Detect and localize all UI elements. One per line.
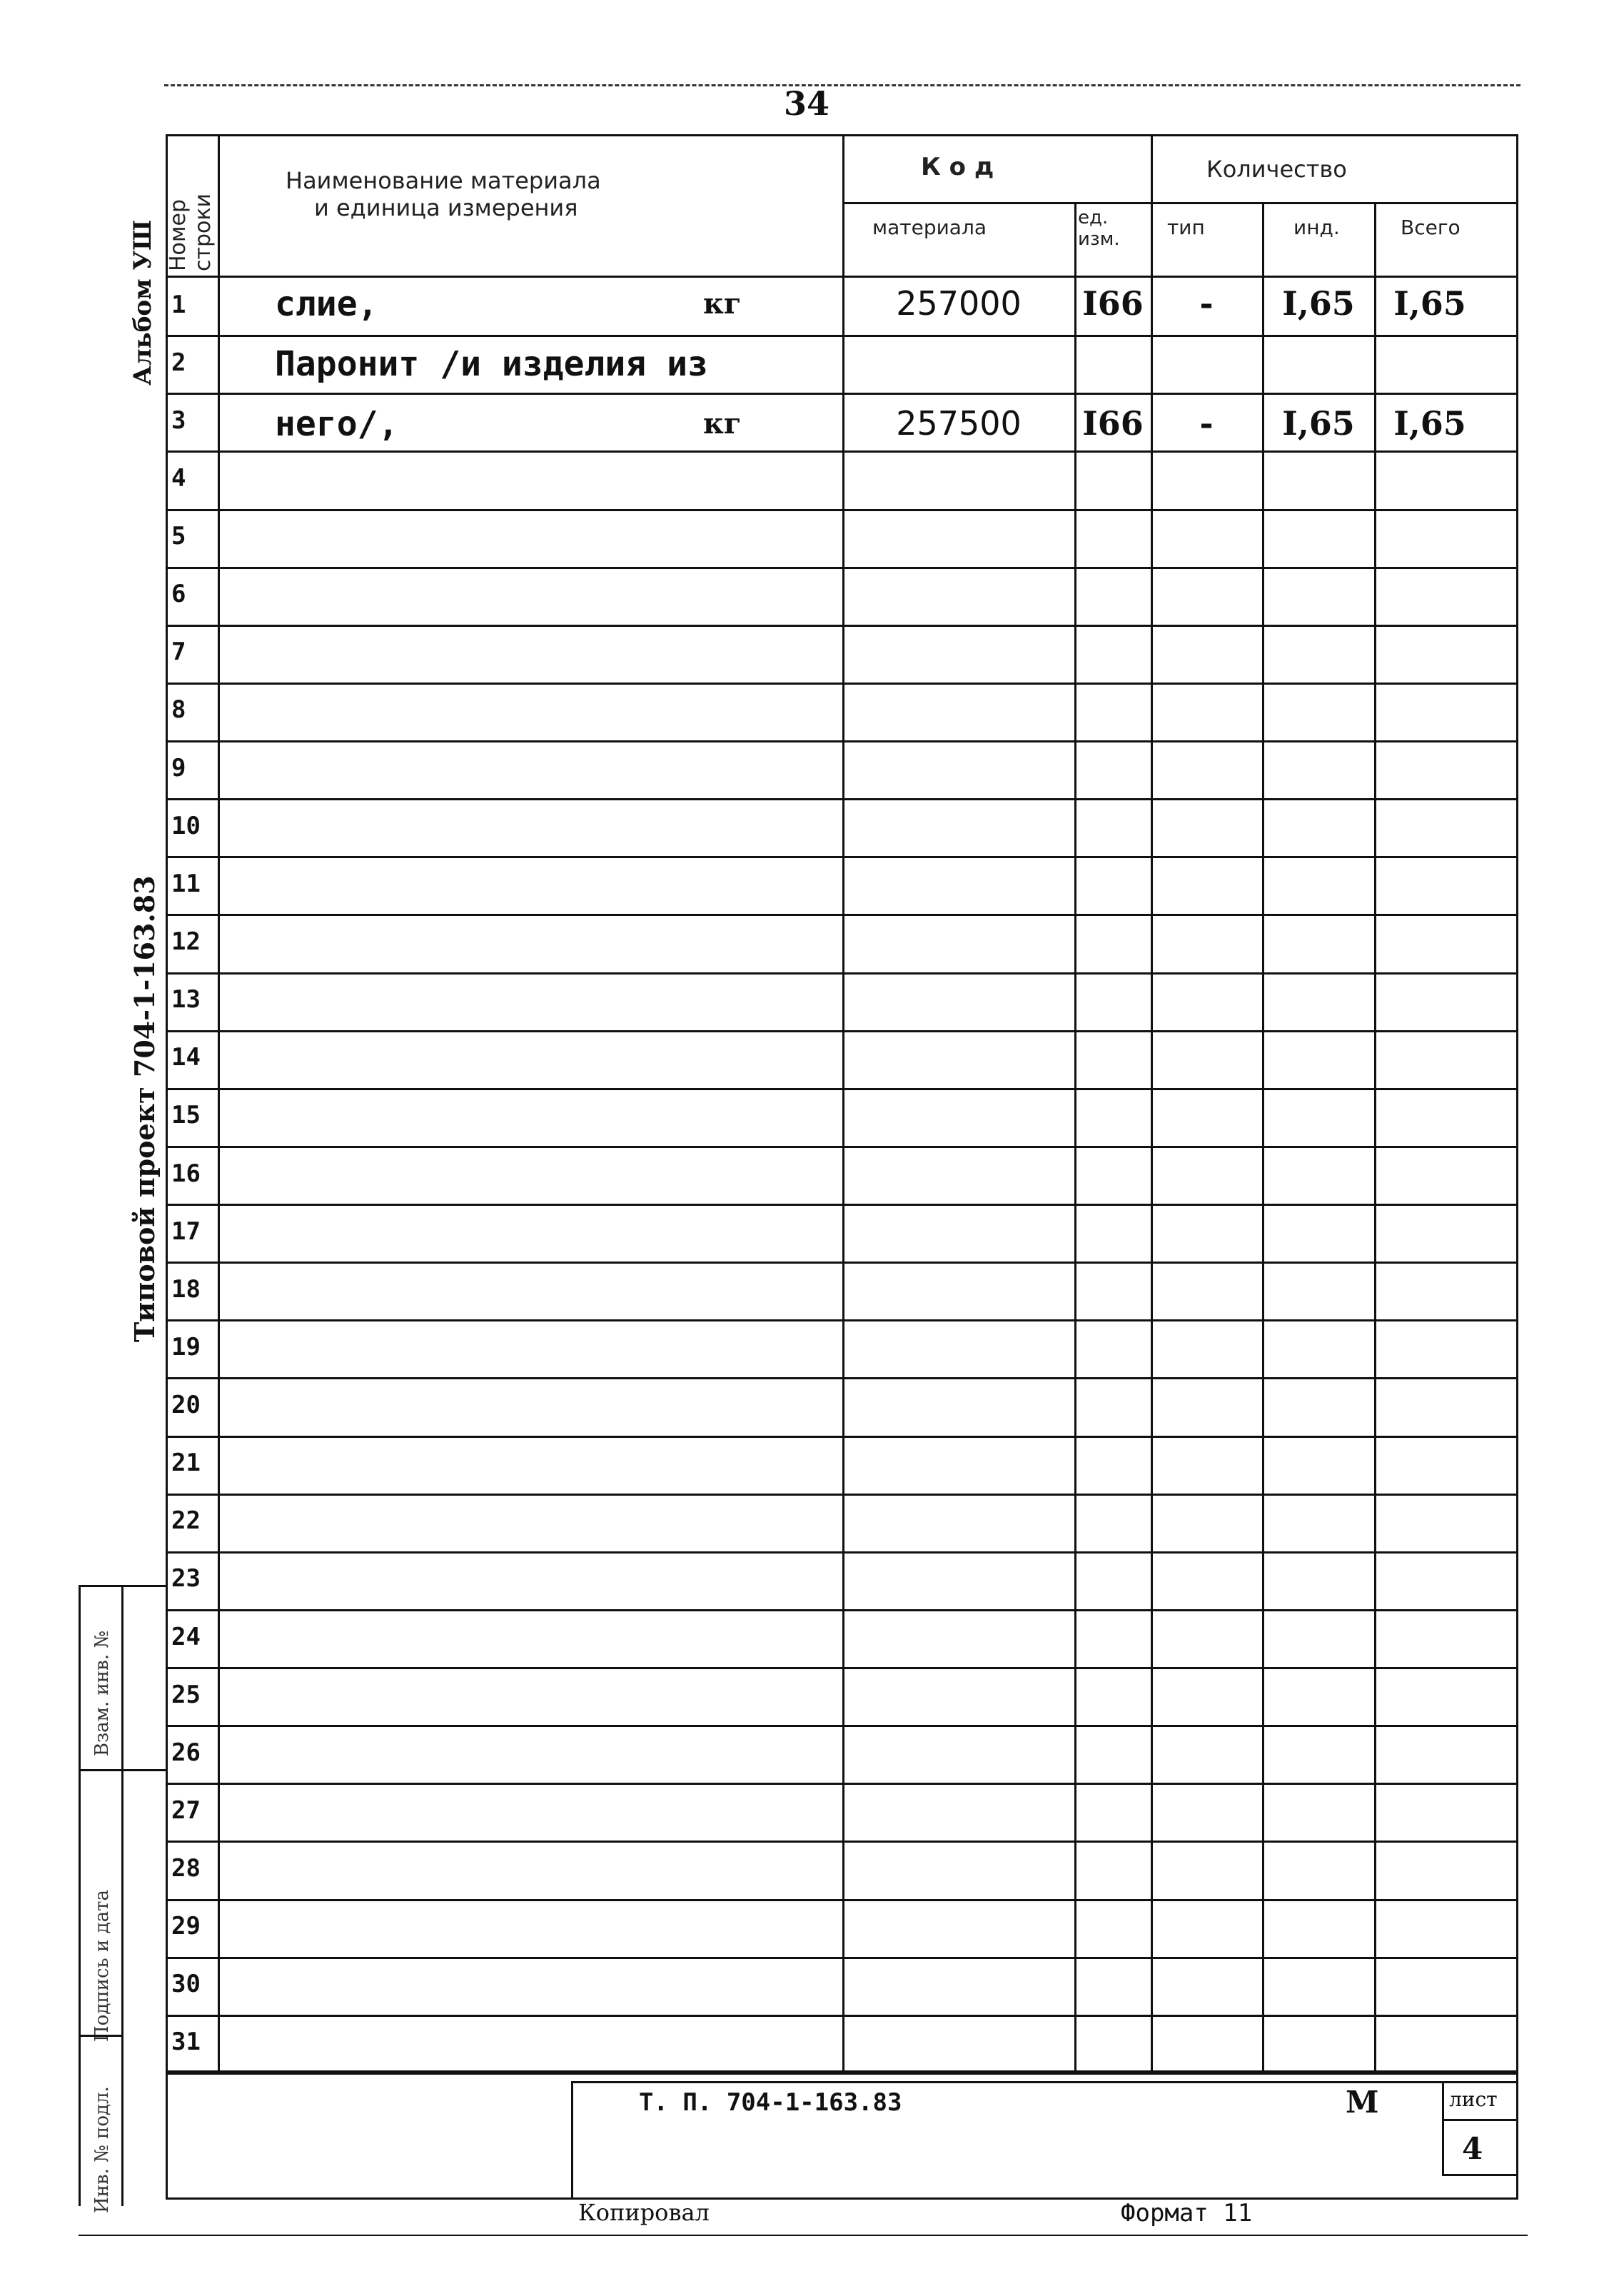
header-qty-total: Всего	[1401, 216, 1461, 239]
row-number: 19	[171, 1333, 201, 1361]
titleblock-bottom-line	[166, 2197, 1518, 2200]
row-line	[166, 1436, 1518, 1438]
row-number: 21	[171, 1449, 201, 1477]
row-1-ind: I,65	[1282, 284, 1355, 323]
row-line	[166, 683, 1518, 685]
row-number: 3	[171, 406, 186, 435]
row-line	[166, 1204, 1518, 1206]
row-number: 7	[171, 638, 186, 666]
row-line	[166, 2015, 1518, 2017]
header-code: К о д	[921, 153, 994, 181]
row-line	[166, 567, 1518, 569]
row-2-name: Паронит /и изделия из	[275, 344, 708, 384]
row-1-total: I,65	[1393, 284, 1466, 323]
row-number: 1	[171, 291, 186, 319]
row-line	[166, 1088, 1518, 1090]
row-number: 5	[171, 522, 186, 550]
row-line	[166, 1957, 1518, 1959]
titleblock-sheet-left	[1442, 2081, 1444, 2174]
stamp-top-line	[79, 1585, 168, 1587]
row-number: 2	[171, 348, 186, 377]
row-line	[166, 1667, 1518, 1669]
titleblock-right-line	[1516, 2073, 1518, 2197]
col-line-ind	[1374, 202, 1376, 2073]
sheet-label: лист	[1449, 2088, 1498, 2111]
row-line	[166, 1551, 1518, 1554]
row-number: 25	[171, 1681, 201, 1709]
row-1-name: слие,	[275, 284, 378, 324]
row-number: 28	[171, 1854, 201, 1883]
row-number: 13	[171, 985, 201, 1014]
row-number: 29	[171, 1912, 201, 1940]
row-number: 8	[171, 695, 186, 724]
row-number: 12	[171, 927, 201, 956]
titleblock-doc-left	[571, 2081, 573, 2197]
format-label: Формат 11	[1121, 2199, 1253, 2227]
titleblock-top-line	[166, 2073, 1518, 2075]
row-number: 6	[171, 580, 186, 608]
row-line	[166, 1262, 1518, 1264]
album-label: Альбом УШ	[128, 219, 157, 386]
row-line	[166, 335, 1518, 337]
row-number: 10	[171, 812, 201, 840]
row-3-material-code: 257500	[896, 404, 1022, 443]
row-number: 20	[171, 1391, 201, 1419]
titleblock-left-line	[166, 2073, 168, 2197]
row-1-material-code: 257000	[896, 284, 1022, 323]
header-quantity: Количество	[1206, 156, 1347, 183]
header-name-line1: Наименование материала	[286, 167, 601, 194]
row-number: 23	[171, 1564, 201, 1593]
header-code-unit: ед. изм.	[1078, 207, 1120, 250]
row-line	[166, 1609, 1518, 1611]
header-qty-type: тип	[1167, 216, 1205, 239]
row-line	[166, 1030, 1518, 1032]
header-code-material: материала	[872, 216, 987, 239]
row-line	[166, 914, 1518, 916]
row-number: 14	[171, 1043, 201, 1072]
row-number: 9	[171, 754, 186, 782]
top-dashed-line	[164, 84, 1520, 86]
row-line	[166, 1841, 1518, 1843]
row-line	[166, 1146, 1518, 1148]
row-line	[166, 1725, 1518, 1727]
row-line	[166, 798, 1518, 800]
page-number: 34	[784, 84, 830, 123]
col-line-type	[1262, 202, 1264, 2073]
row-number: 15	[171, 1101, 201, 1129]
row-line	[166, 393, 1518, 395]
row-3-name: него/,	[275, 404, 399, 444]
row-line	[166, 856, 1518, 858]
row-number: 17	[171, 1217, 201, 1246]
project-label: Типовой проект 704-1-163.83	[128, 875, 161, 1342]
stamp-sign-date: Подпись и дата	[91, 1890, 113, 2042]
stamp-vzam: Взам. инв. №	[91, 1631, 113, 1756]
row-1-type: -	[1199, 284, 1214, 323]
row-number: 31	[171, 2028, 201, 2056]
copied-label: Копировал	[578, 2199, 710, 2226]
col-line-no	[218, 134, 220, 2073]
stamp-inv-no: Инв. № подл.	[91, 2086, 113, 2213]
row-3-ind: I,65	[1282, 404, 1355, 443]
row-1-unit-code: I66	[1082, 284, 1144, 323]
row-3-type: -	[1199, 404, 1214, 443]
row-number: 30	[171, 1970, 201, 1998]
header-mid-line-code	[842, 202, 1518, 204]
row-line	[166, 450, 1518, 453]
header-name-line2: и единица измерения	[314, 194, 578, 221]
row-1-unit: кг	[703, 287, 742, 321]
col-line-matcode	[1074, 202, 1076, 2073]
row-3-total: I,65	[1393, 404, 1466, 443]
row-line	[166, 625, 1518, 627]
titleblock-doc-top	[571, 2081, 1518, 2083]
row-number: 16	[171, 1159, 201, 1188]
stamp-sep-1	[79, 1769, 168, 1771]
row-number: 22	[171, 1506, 201, 1535]
stamp-sep-2	[79, 2035, 121, 2037]
stamp-left-line	[79, 1585, 81, 2206]
row-line	[166, 972, 1518, 975]
row-number: 27	[171, 1796, 201, 1825]
doc-letter: М	[1346, 2085, 1379, 2120]
row-line	[166, 1377, 1518, 1379]
doc-code: Т. П. 704-1-163.83	[639, 2088, 902, 2117]
stamp-mid-line	[121, 1585, 123, 2206]
row-line	[166, 509, 1518, 511]
sheet-number: 4	[1462, 2131, 1483, 2166]
row-number: 11	[171, 870, 201, 898]
bottom-page-line	[79, 2235, 1528, 2236]
row-line	[166, 1899, 1518, 1901]
header-row-no: Номер строки	[166, 193, 216, 271]
row-number: 18	[171, 1275, 201, 1304]
row-line	[166, 1319, 1518, 1321]
row-number: 26	[171, 1738, 201, 1767]
row-number: 4	[171, 464, 186, 493]
row-line	[166, 1783, 1518, 1785]
row-line	[166, 1494, 1518, 1496]
titleblock-sheet-mid	[1442, 2119, 1518, 2121]
row-3-unit-code: I66	[1082, 404, 1144, 443]
row-number: 24	[171, 1623, 201, 1651]
header-qty-ind: инд.	[1293, 216, 1340, 239]
row-3-unit: кг	[703, 407, 742, 440]
row-line	[166, 740, 1518, 742]
titleblock-sheet-bottom	[1442, 2174, 1518, 2176]
